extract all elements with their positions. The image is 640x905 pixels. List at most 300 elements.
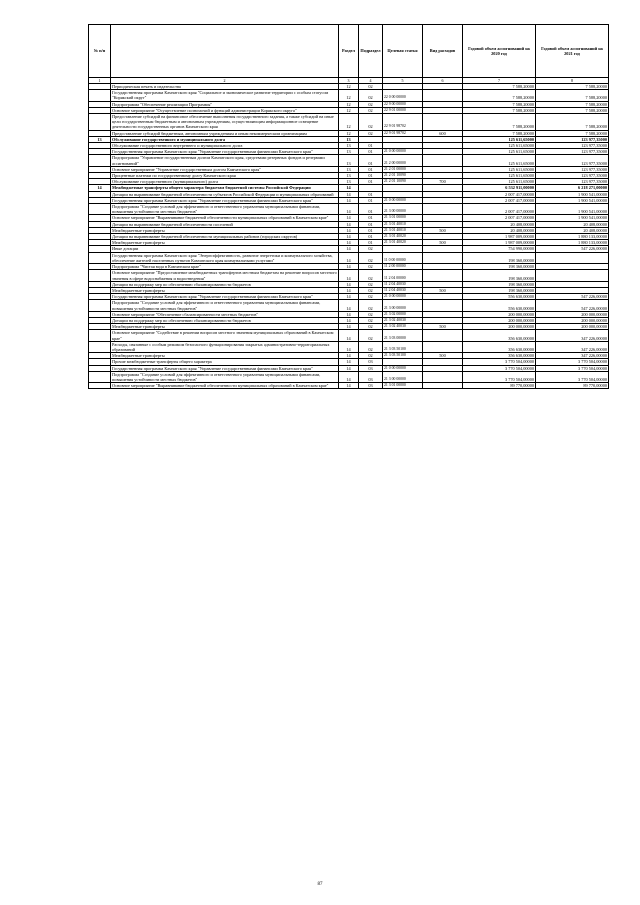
row-amount-2021: 347 226,00000 — [536, 330, 609, 341]
row-target-article: 21 3 01 00000 — [383, 215, 423, 221]
table-row — [89, 234, 609, 240]
row-target-article: 21 3 02 40030 — [383, 324, 423, 330]
row-razdel: 14 — [339, 197, 359, 203]
header-podrazdel: Подраздел — [359, 25, 383, 78]
row-name: Процентные платежи по государственному долгу Камчатского края — [111, 173, 339, 179]
row-target-article: 11 2 00 00000 — [383, 264, 423, 270]
row-amount-2020: 2 007 417,00000 — [463, 215, 536, 221]
row-amount-2021: 347 226,00000 — [536, 353, 609, 359]
row-amount-2021: 3 770 504,00000 — [536, 365, 609, 371]
row-podrazdel: 02 — [359, 281, 383, 287]
row-name: Основное мероприятие "Управление государственным долгом Камчатского края" — [111, 166, 339, 172]
column-number: 1 — [89, 78, 111, 84]
row-amount-2021: 7 588,20000 — [536, 114, 609, 131]
row-razdel: 14 — [339, 204, 359, 215]
row-target-article: 21 3 01 00000 — [383, 383, 423, 389]
table-row — [89, 311, 609, 317]
row-amount-2021: 7 588,20000 — [536, 84, 609, 90]
row-name: Межбюджетные трансферты — [111, 287, 339, 293]
row-podrazdel: 02 — [359, 264, 383, 270]
row-amount-2020: 2 007 417,00000 — [463, 197, 536, 203]
row-razdel: 14 — [339, 330, 359, 341]
row-razdel: 12 — [339, 114, 359, 131]
row-expense-type — [423, 330, 463, 341]
row-amount-2020: 6 532 911,00000 — [463, 185, 536, 191]
row-name: Государственная программа Камчатского края "Управление государственными финансами Камчатского края" — [111, 365, 339, 371]
row-expense-type — [423, 300, 463, 311]
row-razdel: 14 — [339, 281, 359, 287]
row-expense-type — [423, 341, 463, 352]
row-amount-2021: 200 000,00000 — [536, 317, 609, 323]
row-razdel: 12 — [339, 101, 359, 107]
row-number — [89, 341, 111, 352]
row-target-article: 11 0 00 00000 — [383, 252, 423, 263]
table-row — [89, 359, 609, 365]
row-amount-2020: 89 770,00000 — [463, 383, 536, 389]
row-name: Основное мероприятие "Выравнивание бюджетной обеспеченности муниципальных образований в Камчатском крае" — [111, 215, 339, 221]
row-name: Основное мероприятие "Осуществление полномочий и функций администрации Корякского округа" — [111, 107, 339, 113]
row-razdel: 13 — [339, 149, 359, 155]
row-expense-type: 500 — [423, 227, 463, 233]
row-amount-2021: 7 588,20000 — [536, 90, 609, 101]
row-razdel: 12 — [339, 84, 359, 90]
row-name: Предоставление субсидий бюджетным, автономным учреждениям и иным некоммерческим организациям — [111, 130, 339, 136]
row-expense-type — [423, 155, 463, 166]
row-expense-type — [423, 252, 463, 263]
row-amount-2020: 3 770 504,00000 — [463, 365, 536, 371]
table-row — [89, 270, 609, 281]
row-expense-type — [423, 270, 463, 281]
row-razdel: 14 — [339, 215, 359, 221]
row-amount-2020: 20 408,00000 — [463, 227, 536, 233]
row-podrazdel: 01 — [359, 173, 383, 179]
row-amount-2020: 125 611,65000 — [463, 173, 536, 179]
table-row — [89, 197, 609, 203]
row-target-article: 11 2 04 00000 — [383, 270, 423, 281]
row-razdel: 14 — [339, 287, 359, 293]
row-razdel: 12 — [339, 90, 359, 101]
row-name: Прочие межбюджетные трансферты общего характера — [111, 359, 339, 365]
table-row — [89, 136, 609, 142]
row-name: Государственная программа Камчатского края "Управление государственными финансами Камчатского края" — [111, 197, 339, 203]
row-amount-2020: 198 360,00000 — [463, 252, 536, 263]
row-amount-2020: 125 611,65000 — [463, 155, 536, 166]
row-amount-2020: 198 360,00000 — [463, 287, 536, 293]
row-razdel: 14 — [339, 353, 359, 359]
row-target-article: 22 9 00 00000 — [383, 101, 423, 107]
row-razdel: 14 — [339, 311, 359, 317]
row-podrazdel: 02 — [359, 330, 383, 341]
row-amount-2021 — [536, 270, 609, 281]
row-target-article: 21 3 03 50100 — [383, 341, 423, 352]
row-razdel: 14 — [339, 371, 359, 382]
row-podrazdel: 01 — [359, 227, 383, 233]
row-podrazdel: 01 — [359, 215, 383, 221]
row-target-article: 21 3 01 40020 — [383, 240, 423, 246]
header-no: № п/п — [89, 25, 111, 78]
row-razdel: 14 — [339, 365, 359, 371]
table-row — [89, 185, 609, 191]
row-number — [89, 90, 111, 101]
table-row — [89, 143, 609, 149]
row-razdel: 12 — [339, 107, 359, 113]
row-name: Государственная программа Камчатского края "Социальное и экономическое развитие территории с особым статусом "Корякский округ" — [111, 90, 339, 101]
row-podrazdel: 01 — [359, 179, 383, 185]
row-podrazdel: 01 — [359, 197, 383, 203]
row-amount-2020: 125 611,65000 — [463, 143, 536, 149]
row-name: Подпрограмма "Создание условий для эффективного и ответственного управления муниципальными финансами, повышения устойчивости местных бюджетов" — [111, 371, 339, 382]
row-name: Межбюджетные трансферты — [111, 353, 339, 359]
row-name: Предоставление субсидий на финансовое обеспечение выполнения государственного задания, а также субсидий на иные цели государственным бюджетным и автономным учреждениям, осуществляющим информационное освещение деятельности государственных органов Камчатского края — [111, 114, 339, 131]
page-number: 87 — [317, 882, 323, 887]
row-target-article: 21 3 03 00000 — [383, 330, 423, 341]
row-razdel: 14 — [339, 359, 359, 365]
row-razdel: 14 — [339, 246, 359, 252]
row-amount-2020: 125 611,65000 — [463, 166, 536, 172]
row-razdel: 14 — [339, 191, 359, 197]
row-name: Обслуживание государственного и муниципального долга — [111, 136, 339, 142]
row-amount-2021: 20 408,00000 — [536, 227, 609, 233]
row-target-article: 21 0 00 00000 — [383, 197, 423, 203]
row-amount-2021: 547 226,00000 — [536, 300, 609, 311]
table-row — [89, 215, 609, 221]
row-name: Подпрограмма "Чистая вода в Камчатском крае" — [111, 264, 339, 270]
header-expense-type: Вид расходов — [423, 25, 463, 78]
row-name: Подпрограмма "Создание условий для эффективного и ответственного управления муниципальными финансами, повышения устойчивости местных бюджетов" — [111, 300, 339, 311]
row-podrazdel: 03 — [359, 383, 383, 389]
table-row — [89, 179, 609, 185]
row-amount-2021: 89 770,00000 — [536, 383, 609, 389]
row-amount-2021: 123 977,35000 — [536, 179, 609, 185]
row-podrazdel: 02 — [359, 130, 383, 136]
row-razdel: 14 — [339, 227, 359, 233]
row-razdel: 14 — [339, 324, 359, 330]
table-row — [89, 300, 609, 311]
row-podrazdel: 02 — [359, 101, 383, 107]
row-number — [89, 330, 111, 341]
row-razdel: 14 — [339, 221, 359, 227]
row-podrazdel: 02 — [359, 324, 383, 330]
table-row — [89, 365, 609, 371]
row-amount-2020: 7 588,20000 — [463, 130, 536, 136]
row-razdel: 14 — [339, 240, 359, 246]
row-target-article: 22 0 00 00000 — [383, 90, 423, 101]
row-razdel: 14 — [339, 317, 359, 323]
row-target-article: 21 2 01 10090 — [383, 179, 423, 185]
row-razdel: 13 — [339, 173, 359, 179]
row-target-article: 22 9 01 98702 — [383, 114, 423, 131]
row-target-article: 21 2 01 10090 — [383, 173, 423, 179]
row-name: Основное мероприятие "Предоставление межбюджетных трансфертов местным бюджетам на решение вопросов местного значения в сфере водоснабжения и водоотведения" — [112, 270, 337, 281]
row-number — [89, 155, 111, 166]
table-row — [89, 130, 609, 136]
row-amount-2020: 7 588,20000 — [463, 90, 536, 101]
row-amount-2020: 3 770 504,00000 — [463, 359, 536, 365]
row-name: Иные дотации — [111, 246, 339, 252]
row-name: Подпрограмма "Обеспечение реализации Программы" — [111, 101, 339, 107]
row-amount-2021: 200 000,00000 — [536, 324, 609, 330]
row-amount-2021 — [536, 252, 609, 263]
row-amount-2021: 3 770 504,00000 — [536, 359, 609, 365]
row-razdel: 14 — [339, 294, 359, 300]
row-number — [89, 371, 111, 382]
row-target-article: 21 3 01 40010 — [383, 227, 423, 233]
row-amount-2021: 3 770 504,00000 — [536, 371, 609, 382]
row-razdel: 14 — [339, 252, 359, 263]
column-number: 2 — [111, 78, 339, 84]
table-row — [89, 330, 609, 341]
row-amount-2020: 754 990,00000 — [463, 246, 536, 252]
row-razdel: 12 — [339, 130, 359, 136]
table-row — [89, 294, 609, 300]
row-target-article: 21 3 00 00000 — [383, 204, 423, 215]
row-amount-2020: 2 007 417,00000 — [463, 204, 536, 215]
table-row — [89, 166, 609, 172]
budget-table-body — [89, 84, 609, 389]
row-podrazdel: 02 — [359, 311, 383, 317]
column-number: 4 — [359, 78, 383, 84]
row-name: Государственная программа Камчатского края "Управление государственными финансами Камчатского края" — [111, 149, 339, 155]
row-podrazdel: 02 — [359, 300, 383, 311]
table-row — [89, 114, 609, 131]
row-razdel: 14 — [339, 341, 359, 352]
row-amount-2021: 123 977,35000 — [536, 136, 609, 142]
row-amount-2020: 556 630,00000 — [463, 294, 536, 300]
row-expense-type: 500 — [423, 324, 463, 330]
budget-table — [88, 24, 609, 389]
row-podrazdel: 01 — [359, 234, 383, 240]
row-number — [89, 252, 111, 263]
row-podrazdel: 01 — [359, 143, 383, 149]
row-expense-type — [423, 371, 463, 382]
row-podrazdel: 02 — [359, 287, 383, 293]
header-razdel: Раздел — [339, 25, 359, 78]
budget-table-sheet — [88, 24, 608, 389]
column-number: 5 — [383, 78, 423, 84]
row-number: 13 — [89, 136, 111, 142]
row-razdel: 13 — [339, 136, 359, 142]
row-amount-2021: 347 226,00000 — [536, 341, 609, 352]
row-name: Основное мероприятие "Выравнивание бюджетной обеспеченности муниципальных образований в Камчатском крае" — [111, 383, 339, 389]
row-amount-2020: 200 000,00000 — [463, 324, 536, 330]
row-number — [89, 114, 111, 131]
row-amount-2020: 125 611,65000 — [463, 149, 536, 155]
row-name: Дотации на выравнивание бюджетной обеспеченности поселений — [111, 221, 339, 227]
row-amount-2020: 200 000,00000 — [463, 311, 536, 317]
row-razdel: 14 — [339, 300, 359, 311]
row-name: Периодическая печать и издательства — [111, 84, 339, 90]
row-amount-2021: 123 977,35000 — [536, 173, 609, 179]
row-target-article: 21 0 00 00000 — [383, 365, 423, 371]
table-row — [89, 383, 609, 389]
row-name: Расходы, связанные с особым режимом безопасного функционирования закрытых административно-территориальных образований — [111, 341, 339, 352]
table-row — [89, 264, 609, 270]
header-year-2021: Годовой объем ассигнований на 2021 год — [536, 25, 609, 78]
row-number — [89, 383, 111, 389]
row-target-article: 11 2 04 40030 — [383, 281, 423, 287]
row-amount-2021: 123 977,35000 — [536, 143, 609, 149]
row-target-article: 21 3 01 40020 — [383, 234, 423, 240]
row-podrazdel: 02 — [359, 90, 383, 101]
row-target-article: 21 3 02 00000 — [383, 311, 423, 317]
row-amount-2021: 7 588,20000 — [536, 101, 609, 107]
row-name: Обслуживание государственного внутреннего и муниципального долга — [111, 143, 339, 149]
row-podrazdel: 02 — [359, 341, 383, 352]
row-amount-2021: 1 900 541,00000 — [536, 191, 609, 197]
table-row — [89, 317, 609, 323]
row-amount-2020: 1 987 009,00000 — [463, 240, 536, 246]
row-podrazdel: 02 — [359, 270, 383, 281]
row-target-article: 21 3 00 00000 — [383, 300, 423, 311]
row-amount-2021: 6 218 271,00000 — [536, 185, 609, 191]
row-number: 14 — [89, 185, 111, 191]
row-name: Межбюджетные трансферты — [111, 240, 339, 246]
table-row — [89, 341, 609, 352]
row-amount-2020: 1 987 009,00000 — [463, 234, 536, 240]
row-amount-2021: 123 977,35000 — [536, 149, 609, 155]
row-name: Дотации на выравнивание бюджетной обеспеченности муниципальных районов (городских округов) — [111, 234, 339, 240]
row-expense-type — [423, 114, 463, 131]
row-target-article: 21 2 00 00000 — [383, 155, 423, 166]
row-name: Подпрограмма "Управление государственным долгом Камчатского края, средствами резервных фондов и резервами ассигнований" — [111, 155, 339, 166]
header-target-article: Целевая статья — [383, 25, 423, 78]
row-amount-2021: 123 977,35000 — [536, 155, 609, 166]
row-name: Межбюджетные трансферты общего характера бюджетам бюджетной системы Российской Федерации — [111, 185, 339, 191]
row-amount-2021: 7 588,20000 — [536, 130, 609, 136]
table-row — [89, 221, 609, 227]
row-podrazdel: 01 — [359, 149, 383, 155]
table-row — [89, 101, 609, 107]
row-podrazdel: 03 — [359, 371, 383, 382]
row-amount-2020: 7 588,20000 — [463, 84, 536, 90]
row-podrazdel: 01 — [359, 166, 383, 172]
row-amount-2020: 2 007 417,00000 — [463, 191, 536, 197]
row-podrazdel: 02 — [359, 84, 383, 90]
row-podrazdel: 02 — [359, 294, 383, 300]
row-razdel: 14 — [339, 264, 359, 270]
table-row — [89, 204, 609, 215]
header-year-2020: Годовой объем ассигнований на 2020 год — [463, 25, 536, 78]
row-podrazdel: 01 — [359, 240, 383, 246]
row-expense-type: 700 — [423, 179, 463, 185]
row-amount-2020: 7 588,20000 — [463, 101, 536, 107]
row-amount-2021: 547 226,00000 — [536, 294, 609, 300]
row-amount-2020: 7 588,20000 — [463, 114, 536, 131]
row-name: Дотации на выравнивание бюджетной обеспеченности субъектов Российской Федерации и муниципальных образований — [111, 191, 339, 197]
row-razdel: 14 — [339, 383, 359, 389]
row-expense-type — [423, 204, 463, 215]
row-amount-2020: 356 630,00000 — [463, 330, 536, 341]
row-target-article: 22 9 01 98702 — [383, 130, 423, 136]
row-razdel: 13 — [339, 143, 359, 149]
row-razdel: 13 — [339, 166, 359, 172]
table-row — [89, 173, 609, 179]
row-expense-type: 600 — [423, 130, 463, 136]
row-amount-2021: 123 977,35000 — [536, 166, 609, 172]
row-amount-2020: 200 000,00000 — [463, 317, 536, 323]
row-number — [89, 204, 111, 215]
row-name: Межбюджетные трансферты — [111, 227, 339, 233]
column-number: 3 — [339, 78, 359, 84]
row-podrazdel: 03 — [359, 359, 383, 365]
row-razdel: 14 — [339, 185, 359, 191]
row-name: Дотации на поддержку мер по обеспечению сбалансированности бюджетов — [111, 281, 339, 287]
row-name: Межбюджетные трансферты — [111, 324, 339, 330]
row-podrazdel: 01 — [359, 155, 383, 166]
row-amount-2020: 356 630,00000 — [463, 341, 536, 352]
header-name — [111, 25, 339, 78]
row-name: Государственная программа Камчатского края "Управление государственными финансами Камчатского края" — [111, 294, 339, 300]
row-amount-2021: 200 000,00000 — [536, 311, 609, 317]
row-expense-type: 500 — [423, 287, 463, 293]
column-number: 7 — [463, 78, 536, 84]
row-amount-2021: 1 880 133,00000 — [536, 240, 609, 246]
table-row — [89, 107, 609, 113]
row-amount-2020: 3 770 504,00000 — [463, 371, 536, 382]
row-target-article: 21 3 02 40030 — [383, 317, 423, 323]
row-amount-2020: 198 360,00000 — [463, 264, 536, 270]
table-row — [89, 155, 609, 166]
row-number — [89, 270, 111, 281]
row-name: Основное мероприятие "Содействие в решении вопросов местного значения муниципальных образований в Камчатском крае" — [111, 330, 339, 341]
column-number: 6 — [423, 78, 463, 84]
row-expense-type: 500 — [423, 240, 463, 246]
row-name: Обслуживание государственного (муниципального) долга — [111, 179, 339, 185]
row-amount-2020: 198 360,00000 — [463, 270, 536, 281]
row-amount-2020: 125 611,65000 — [463, 179, 536, 185]
row-name: Основное мероприятие "Обеспечение сбалансированности местных бюджетов" — [111, 311, 339, 317]
row-podrazdel: 02 — [359, 353, 383, 359]
row-name: Подпрограмма "Создание условий для эффективного и ответственного управления муниципальными финансами, повышения устойчивости местных бюджетов" — [111, 204, 339, 215]
table-row — [89, 252, 609, 263]
row-podrazdel: 03 — [359, 365, 383, 371]
row-target-article: 22 9 01 00000 — [383, 107, 423, 113]
row-amount-2021: 1 900 541,00000 — [536, 204, 609, 215]
row-target-article: 11 2 04 40030 — [383, 287, 423, 293]
row-target-article: 21 2 01 00000 — [383, 166, 423, 172]
table-row — [89, 191, 609, 197]
row-name: Дотации на поддержку мер по обеспечению сбалансированности бюджетов — [111, 317, 339, 323]
row-amount-2020: 7 588,20000 — [463, 107, 536, 113]
row-target-article: 21 0 00 00000 — [383, 149, 423, 155]
row-podrazdel: 02 — [359, 252, 383, 263]
row-podrazdel: 01 — [359, 191, 383, 197]
row-amount-2020: 125 611,65000 — [463, 136, 536, 142]
column-number: 8 — [536, 78, 609, 84]
row-amount-2020: 556 630,00000 — [463, 300, 536, 311]
row-amount-2021: 547 226,00000 — [536, 246, 609, 252]
row-amount-2021: 7 588,20000 — [536, 107, 609, 113]
row-amount-2020: 198 360,00000 — [463, 281, 536, 287]
row-target-article: 21 3 03 50100 — [383, 353, 423, 359]
row-number — [89, 300, 111, 311]
row-podrazdel: 02 — [359, 107, 383, 113]
row-amount-2021: 20 408,00000 — [536, 221, 609, 227]
row-name: Государственная программа Камчатского края "Энергоэффективность, развитие энергетики и коммунального хозяйства, обеспечение жителей населенных пунктов Камчатского края коммунальными услугами" — [111, 252, 339, 263]
table-row — [89, 90, 609, 101]
row-podrazdel: 02 — [359, 114, 383, 131]
row-target-article: 21 3 01 40010 — [383, 221, 423, 227]
row-amount-2021: 1 880 133,00000 — [536, 234, 609, 240]
row-target-article: 21 3 00 00000 — [383, 371, 423, 382]
row-amount-2021: 1 900 541,00000 — [536, 215, 609, 221]
row-target-article: 21 0 00 00000 — [383, 294, 423, 300]
row-expense-type: 500 — [423, 353, 463, 359]
row-podrazdel: 01 — [359, 221, 383, 227]
table-row — [89, 281, 609, 287]
row-expense-type — [423, 383, 463, 389]
row-amount-2020: 20 408,00000 — [463, 221, 536, 227]
